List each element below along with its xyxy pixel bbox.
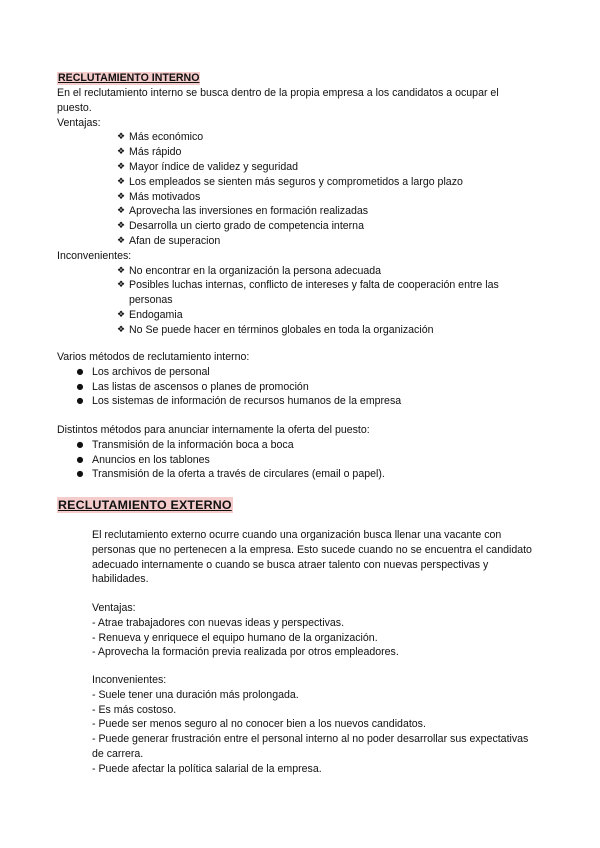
- list-item: - Puede generar frustración entre el personal interno al no poder desarrollar sus expectativas de carrera.: [92, 733, 529, 760]
- interno-intro: En el reclutamiento interno se busca dentro de la propia empresa a los candidatos a ocupar el puesto.: [57, 87, 499, 114]
- list-item: ❖ Más motivados: [116, 190, 201, 203]
- list-item: ❖ Más económico: [116, 131, 204, 144]
- four-diamond-bullet-icon: ❖: [116, 176, 126, 187]
- list-item: ● Los sistemas de información de recursos humanos de la empresa: [57, 394, 527, 409]
- list-item: ● Transmisión de la información boca a boca: [57, 438, 527, 453]
- four-diamond-bullet-icon: ❖: [116, 191, 126, 202]
- list-item: ❖ Aprovecha las inversiones en formación realizadas: [116, 205, 369, 218]
- four-diamond-bullet-icon: ❖: [116, 265, 126, 276]
- four-diamond-bullet-icon: ❖: [116, 280, 126, 291]
- four-diamond-bullet-icon: ❖: [116, 132, 126, 143]
- round-bullet-icon: ●: [76, 366, 84, 376]
- list-item: - Suele tener una duración más prolongada.: [92, 688, 299, 701]
- four-diamond-bullet-icon: ❖: [116, 221, 126, 232]
- list-item: ❖ Los empleados se sienten más seguros y comprometidos a largo plazo: [116, 175, 463, 188]
- list-item: - Aprovecha la formación previa realizada por otros empleadores.: [92, 646, 399, 659]
- four-diamond-bullet-icon: ❖: [116, 206, 126, 217]
- four-diamond-bullet-icon: ❖: [116, 147, 126, 158]
- heading-reclutamiento-externo: RECLUTAMIENTO EXTERNO: [58, 498, 232, 512]
- externo-ventajas-block: [92, 601, 532, 660]
- list-item: - Atrae trabajadores con nuevas ideas y perspectivas.: [92, 616, 345, 629]
- list-item: ❖ Afan de superacion: [116, 234, 221, 247]
- list-item: ❖ Más rápido: [116, 146, 182, 159]
- anunciar-list: [57, 438, 527, 482]
- list-item: ❖ Endogamia: [116, 308, 183, 321]
- interno-inconvenientes-label: Inconvenientes:: [57, 249, 132, 262]
- externo-intro: El reclutamiento externo ocurre cuando una organización busca llenar una vacante con personas que no pertenecen a la empresa. Esto sucede cuando no se encuentra el candidato adecuado internamente o cuando se busca atraer talento con nuevas perspectivas y habilidades.: [92, 529, 532, 586]
- round-bullet-icon: ●: [76, 454, 84, 464]
- metodos-section: [57, 350, 527, 409]
- four-diamond-bullet-icon: ❖: [116, 324, 126, 335]
- interno-inconvenientes-list: [115, 264, 527, 338]
- externo-inconvenientes-block: [92, 673, 532, 777]
- list-item: ● Anuncios en los tablones: [57, 453, 527, 468]
- interno-section: [57, 86, 527, 338]
- round-bullet-icon: ●: [76, 381, 84, 391]
- four-diamond-bullet-icon: ❖: [116, 235, 126, 246]
- list-item: ● Los archivos de personal: [57, 365, 527, 380]
- list-item: - Puede ser menos seguro al no conocer bien a los nuevos candidatos.: [92, 718, 426, 731]
- metodos-list: [57, 365, 527, 409]
- four-diamond-bullet-icon: ❖: [116, 161, 126, 172]
- anunciar-section: [57, 423, 527, 482]
- round-bullet-icon: ●: [76, 469, 84, 479]
- interno-ventajas-label: Ventajas:: [57, 116, 101, 129]
- list-item: - Es más costoso.: [92, 703, 177, 716]
- round-bullet-icon: ●: [76, 396, 84, 406]
- round-bullet-icon: ●: [76, 439, 84, 449]
- interno-ventajas-list: [115, 130, 527, 248]
- list-item: - Puede afectar la política salarial de la empresa.: [92, 762, 322, 775]
- list-item: ❖ Mayor índice de validez y seguridad: [116, 160, 299, 173]
- list-item: ● Transmisión de la oferta a través de circulares (email o papel).: [57, 467, 527, 482]
- anunciar-label: Distintos métodos para anunciar internamente la oferta del puesto:: [57, 424, 370, 436]
- heading-reclutamiento-interno: RECLUTAMIENTO INTERNO: [58, 72, 200, 84]
- four-diamond-bullet-icon: ❖: [116, 309, 126, 320]
- externo-ventajas-label: Ventajas:: [92, 602, 136, 614]
- list-item: - Renueva y enriquece el equipo humano de la organización.: [92, 631, 378, 644]
- list-item: ❖ No encontrar en la organización la persona adecuada: [116, 264, 382, 277]
- externo-inconvenientes-label: Inconvenientes:: [92, 674, 167, 686]
- list-item: ❖ Desarrolla un cierto grado de competencia interna: [116, 220, 364, 233]
- list-item: ❖ No Se puede hacer en términos globales en toda la organización: [116, 323, 434, 336]
- externo-intro-block: [92, 528, 532, 587]
- metodos-label: Varios métodos de reclutamiento interno:: [57, 351, 250, 363]
- list-item: ❖ Posibles luchas internas, conflicto de intereses y falta de cooperación entre las personas: [116, 279, 499, 307]
- list-item: ● Las listas de ascensos o planes de promoción: [57, 380, 527, 395]
